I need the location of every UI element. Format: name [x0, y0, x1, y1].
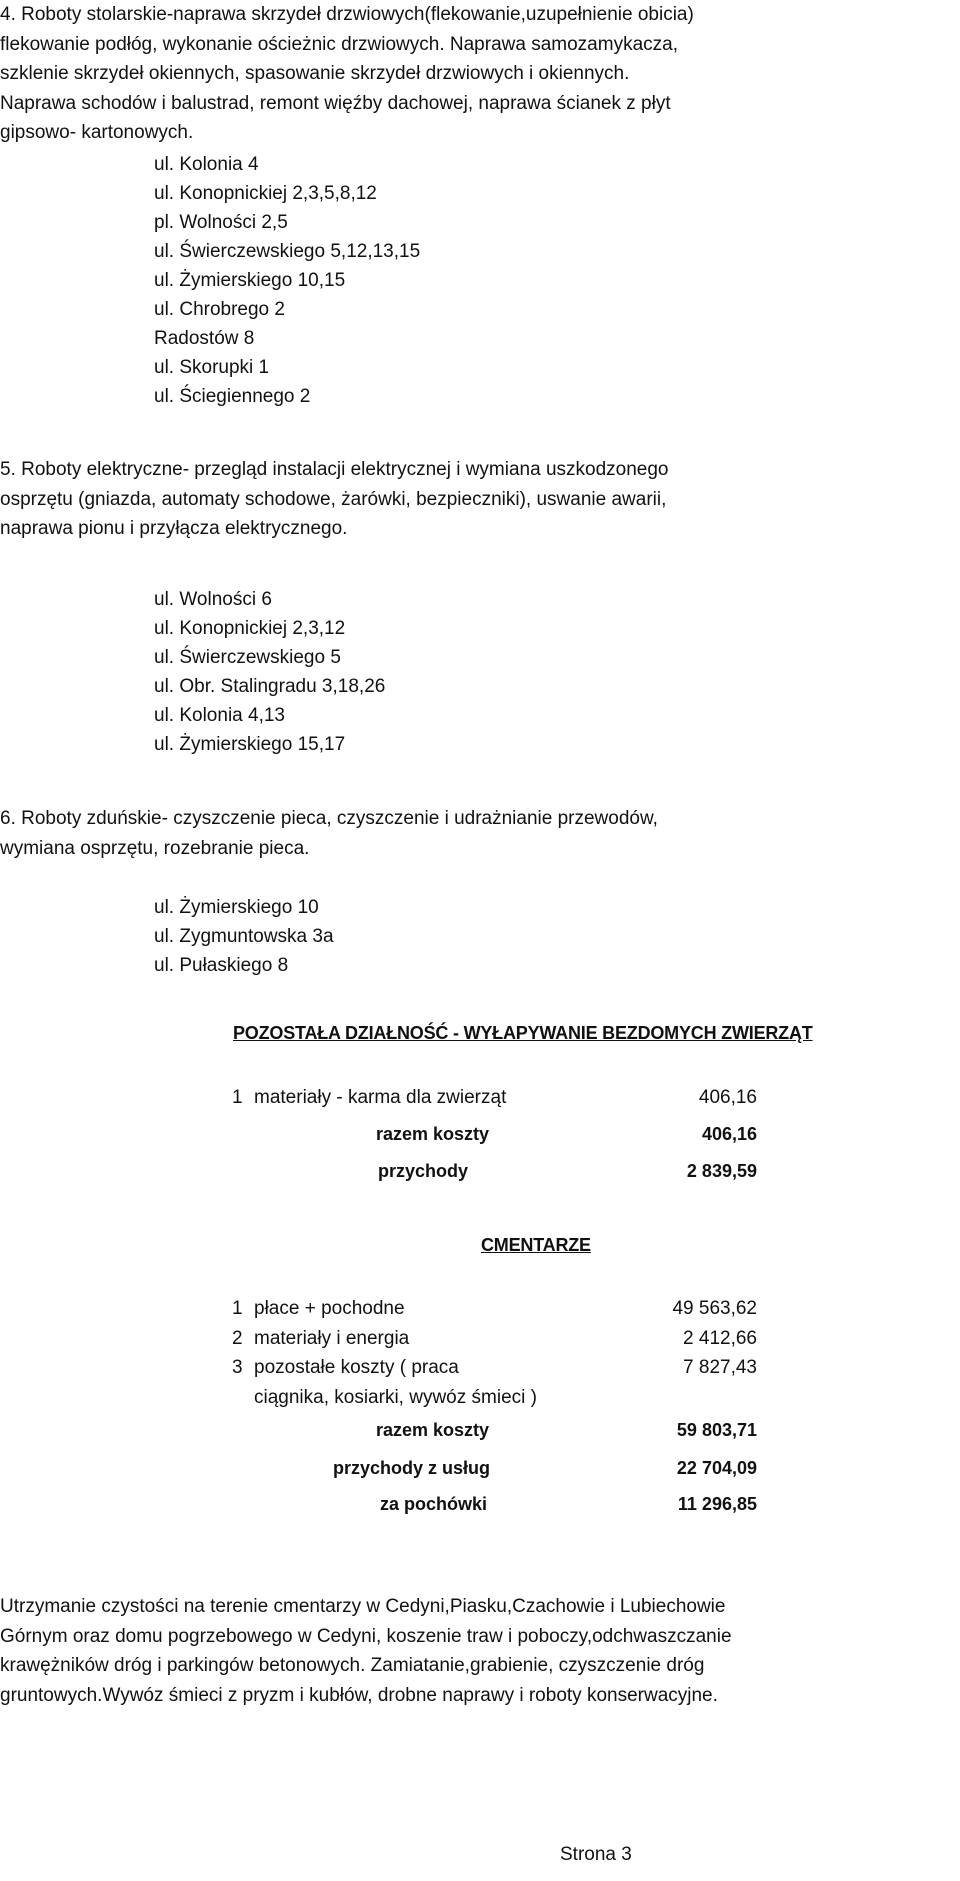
cemetery-section-heading: CMENTARZE — [481, 1235, 591, 1255]
total-value: 22 704,09 — [676, 1458, 757, 1478]
text-line: flekowanie podłóg, wykonanie ościeżnic drzwiowych. Naprawa samozamykacza, — [0, 33, 678, 55]
cost-row-continuation — [0, 1387, 960, 1417]
cost-row — [0, 1357, 960, 1387]
text-line: osprzętu (gniazda, automaty schodowe, żarówki, bezpieczniki), uswanie awarii, — [0, 488, 667, 510]
animals-section-heading: POZOSTAŁA DZIAŁNOŚĆ - WYŁAPYWANIE BEZDOMYCH ZWIERZĄT — [233, 1023, 813, 1043]
row-label: płace + pochodne — [254, 1298, 405, 1319]
text-line: 4. Roboty stolarskie-naprawa skrzydeł drzwiowych(flekowanie,uzupełnienie obicia) — [0, 4, 694, 25]
text-line: Górnym oraz domu pogrzebowego w Cedyni, koszenie traw i poboczy,odchwaszczanie — [0, 1625, 732, 1647]
address-item: pl. Wolności 2,5 — [154, 212, 288, 233]
text-line: Naprawa schodów i balustrad, remont więźby dachowej, naprawa ścianek z płyt — [0, 92, 671, 114]
section-6-address-list — [154, 893, 334, 980]
section-5-description — [0, 455, 940, 544]
total-label: przychody — [378, 1161, 469, 1181]
address-item: ul. Ściegiennego 2 — [154, 386, 311, 407]
section-6-description — [0, 804, 940, 863]
section-5-address-list — [154, 585, 385, 759]
total-row — [0, 1161, 960, 1193]
total-row — [0, 1494, 960, 1526]
cost-row — [0, 1328, 960, 1358]
row-value: 2 412,66 — [683, 1328, 757, 1349]
total-label: przychody z usług — [333, 1458, 491, 1478]
text-line: Utrzymanie czystości na terenie cmentarzy w Cedyni,Piasku,Czachowie i Lubiechowie — [0, 1596, 726, 1617]
total-label: razem koszty — [376, 1420, 490, 1440]
total-label: za pochówki — [380, 1494, 488, 1514]
row-label: materiały i energia — [254, 1328, 410, 1349]
address-item: ul. Świerczewskiego 5 — [154, 647, 341, 668]
address-item: ul. Kolonia 4,13 — [154, 705, 285, 726]
total-label: razem koszty — [376, 1124, 490, 1144]
total-value: 59 803,71 — [676, 1420, 757, 1440]
row-number: 2 — [232, 1328, 243, 1349]
row-number: 1 — [232, 1087, 243, 1108]
closing-paragraph — [0, 1592, 940, 1710]
text-line: krawężników dróg i parkingów betonowych. Zamiatanie,grabienie, czyszczenie dróg — [0, 1655, 705, 1676]
address-item: ul. Konopnickiej 2,3,12 — [154, 618, 346, 639]
text-line: gruntowych.Wywóz śmieci z pryzm i kubłów, drobne naprawy i roboty konserwacyjne. — [0, 1684, 718, 1706]
total-value: 2 839,59 — [686, 1161, 757, 1181]
text-line: gipsowo- kartonowych. — [0, 122, 194, 143]
total-row — [0, 1458, 960, 1490]
address-item: ul. Zygmuntowska 3a — [154, 926, 334, 947]
address-item: ul. Żymierskiego 15,17 — [154, 734, 346, 755]
address-item: ul. Chrobrego 2 — [154, 299, 285, 320]
address-item: ul. Skorupki 1 — [154, 357, 270, 378]
total-value: 406,16 — [701, 1124, 757, 1144]
text-line: 6. Roboty zduńskie- czyszczenie pieca, czyszczenie i udrażnianie przewodów, — [0, 808, 658, 829]
row-number: 1 — [232, 1298, 243, 1319]
address-item: ul. Świerczewskiego 5,12,13,15 — [154, 241, 421, 262]
row-value: 7 827,43 — [683, 1357, 757, 1378]
text-line: 5. Roboty elektryczne- przegląd instalacji elektrycznej i wymiana uszkodzonego — [0, 459, 669, 480]
address-item: ul. Konopnickiej 2,3,5,8,12 — [154, 183, 377, 204]
total-value: 11 296,85 — [677, 1494, 757, 1514]
address-item: Radostów 8 — [154, 328, 255, 349]
row-label: pozostałe koszty ( praca — [254, 1357, 459, 1378]
row-value: 49 563,62 — [672, 1298, 757, 1319]
row-value: 406,16 — [698, 1087, 757, 1108]
address-item: ul. Żymierskiego 10,15 — [154, 270, 346, 291]
address-item: ul. Wolności 6 — [154, 589, 272, 610]
total-row — [0, 1124, 960, 1156]
text-line: naprawa pionu i przyłącza elektrycznego. — [0, 518, 348, 539]
row-number: 3 — [232, 1357, 243, 1378]
cost-row — [0, 1087, 960, 1117]
section-4-address-list — [154, 150, 420, 411]
page-number: Strona 3 — [560, 1844, 632, 1865]
total-row — [0, 1420, 960, 1452]
address-item: ul. Pułaskiego 8 — [154, 955, 289, 976]
address-item: ul. Żymierskiego 10 — [154, 897, 319, 918]
address-item: ul. Obr. Stalingradu 3,18,26 — [154, 676, 386, 697]
section-4-description — [0, 0, 940, 148]
row-label-continuation: ciągnika, kosiarki, wywóz śmieci ) — [254, 1387, 537, 1408]
row-label: materiały - karma dla zwierząt — [254, 1087, 507, 1108]
text-line: wymiana osprzętu, rozebranie pieca. — [0, 837, 310, 859]
text-line: szklenie skrzydeł okiennych, spasowanie skrzydeł drzwiowych i okiennych. — [0, 63, 630, 84]
cost-row — [0, 1298, 960, 1328]
address-item: ul. Kolonia 4 — [154, 154, 259, 175]
